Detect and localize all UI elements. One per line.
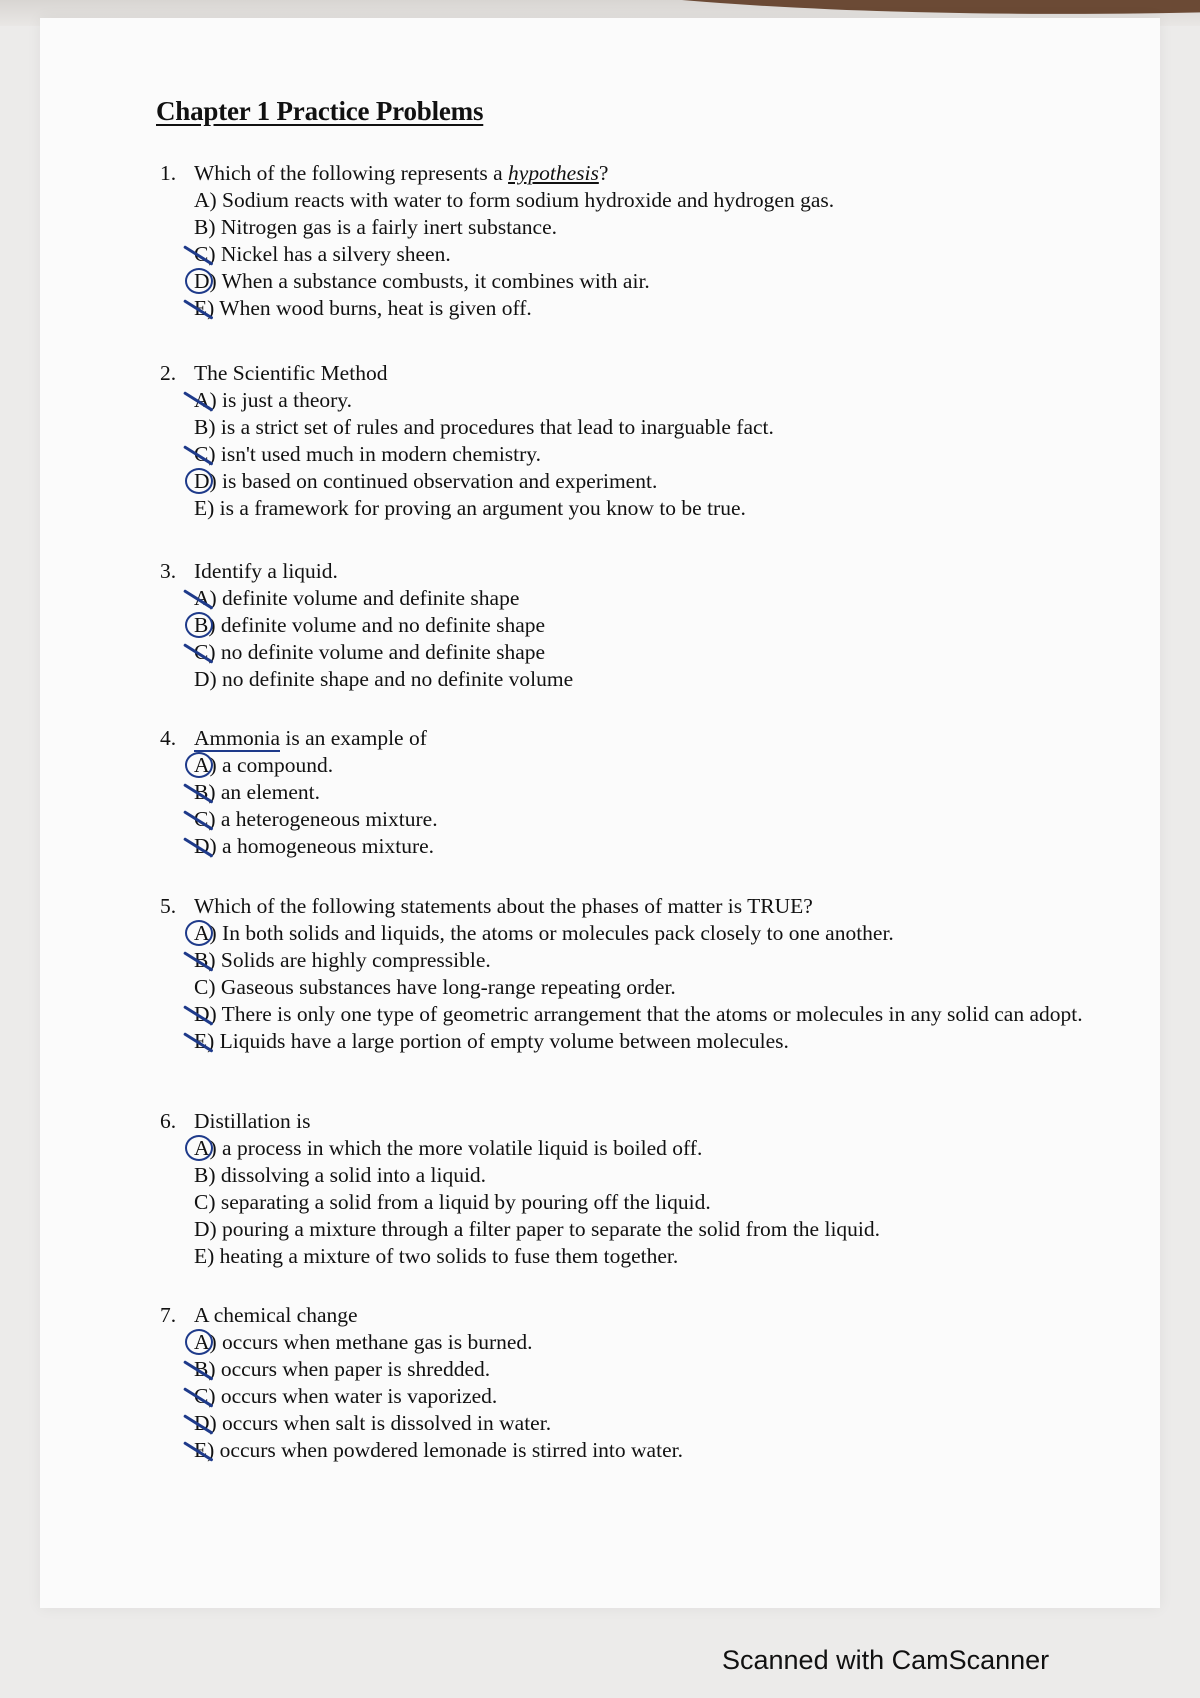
- option-b: B) Nitrogen gas is a fairly inert substance.: [194, 215, 558, 239]
- option-d: D) is based on continued observation and experiment.: [194, 468, 774, 495]
- option-b: B) dissolving a solid into a liquid.: [194, 1163, 487, 1187]
- option-e: E) occurs when powdered lemonade is stirred into water.: [194, 1437, 683, 1464]
- underlined-term: Ammonia: [194, 726, 280, 750]
- question-7: [160, 1302, 683, 1464]
- question-number: 2.: [160, 361, 177, 385]
- answer-circle-mark: [185, 1135, 213, 1161]
- option-c: C) isn't used much in modern chemistry.: [194, 441, 774, 468]
- option-a: A) a process in which the more volatile liquid is boiled off.: [194, 1135, 880, 1162]
- question-number: 5.: [160, 894, 177, 918]
- scanner-watermark: Scanned with CamScanner: [722, 1645, 1050, 1675]
- option-c: C) a heterogeneous mixture.: [194, 806, 438, 833]
- question-stem: 5. Which of the following statements about the phases of matter is TRUE?: [160, 894, 813, 918]
- question-number: 4.: [160, 726, 177, 750]
- option-a: A) In both solids and liquids, the atoms or molecules pack closely to one another.: [194, 920, 1098, 947]
- options-list: [194, 387, 774, 522]
- question-number: 6.: [160, 1109, 177, 1133]
- answer-circle-mark: [185, 1329, 213, 1355]
- option-e: E) When wood burns, heat is given off.: [194, 295, 834, 322]
- option-b: B) occurs when paper is shredded.: [194, 1356, 683, 1383]
- question-5: [160, 893, 1098, 1055]
- question-stem: 1. Which of the following represents a hypothesis?: [160, 161, 609, 185]
- option-d: D) pouring a mixture through a filter paper to separate the solid from the liquid.: [194, 1217, 881, 1241]
- options-list: [194, 585, 573, 693]
- option-b: B) is a strict set of rules and procedures that lead to inarguable fact.: [194, 415, 774, 439]
- question-stem: 4. Ammonia is an example of: [160, 726, 427, 750]
- option-a: A) Sodium reacts with water to form sodium hydroxide and hydrogen gas.: [194, 188, 835, 212]
- question-stem: 7. A chemical change: [160, 1303, 358, 1327]
- option-e: E) is a framework for proving an argument you know to be true.: [194, 496, 746, 520]
- answer-circle-mark: [185, 268, 213, 294]
- option-d: D) no definite shape and no definite volume: [194, 667, 574, 691]
- option-c: C) no definite volume and definite shape: [194, 639, 573, 666]
- option-e: E) Liquids have a large portion of empty volume between molecules.: [194, 1028, 1098, 1055]
- question-1: [160, 160, 834, 322]
- option-a: A) occurs when methane gas is burned.: [194, 1329, 683, 1356]
- options-list: [194, 752, 438, 860]
- question-stem: 6. Distillation is: [160, 1109, 311, 1133]
- question-number: 3.: [160, 559, 177, 583]
- question-4: [160, 725, 438, 860]
- question-number: 7.: [160, 1303, 177, 1327]
- option-e: E) heating a mixture of two solids to fuse them together.: [194, 1244, 679, 1268]
- options-list: [194, 1329, 683, 1464]
- page-title: Chapter 1 Practice Problems: [156, 96, 484, 126]
- option-a: A) a compound.: [194, 752, 438, 779]
- option-d: D) When a substance combusts, it combines with air.: [194, 268, 834, 295]
- option-b: B) an element.: [194, 779, 438, 806]
- option-b: B) definite volume and no definite shape: [194, 612, 573, 639]
- options-list: [194, 187, 834, 322]
- question-stem: 3. Identify a liquid.: [160, 559, 338, 583]
- answer-circle-mark: [185, 612, 213, 638]
- option-c: C) Nickel has a silvery sheen.: [194, 241, 834, 268]
- answer-circle-mark: [185, 468, 213, 494]
- option-a: A) definite volume and definite shape: [194, 585, 573, 612]
- option-d: D) occurs when salt is dissolved in water.: [194, 1410, 683, 1437]
- option-c: C) Gaseous substances have long-range repeating order.: [194, 975, 676, 999]
- question-2: [160, 360, 774, 522]
- question-3: [160, 558, 573, 693]
- answer-circle-mark: [185, 752, 213, 778]
- option-d: D) There is only one type of geometric arrangement that the atoms or molecules in any solid can adopt.: [194, 1001, 1098, 1028]
- answer-circle-mark: [185, 920, 213, 946]
- option-a: A) is just a theory.: [194, 387, 774, 414]
- option-b: B) Solids are highly compressible.: [194, 947, 1098, 974]
- question-stem: 2. The Scientific Method: [160, 361, 388, 385]
- emphasized-term: hypothesis: [508, 161, 599, 185]
- question-number: 1.: [160, 161, 177, 185]
- options-list: [194, 1135, 880, 1270]
- option-c: C) occurs when water is vaporized.: [194, 1383, 683, 1410]
- option-d: D) a homogeneous mixture.: [194, 833, 438, 860]
- option-c: C) separating a solid from a liquid by pouring off the liquid.: [194, 1190, 711, 1214]
- question-6: [160, 1108, 880, 1270]
- options-list: [194, 920, 1098, 1055]
